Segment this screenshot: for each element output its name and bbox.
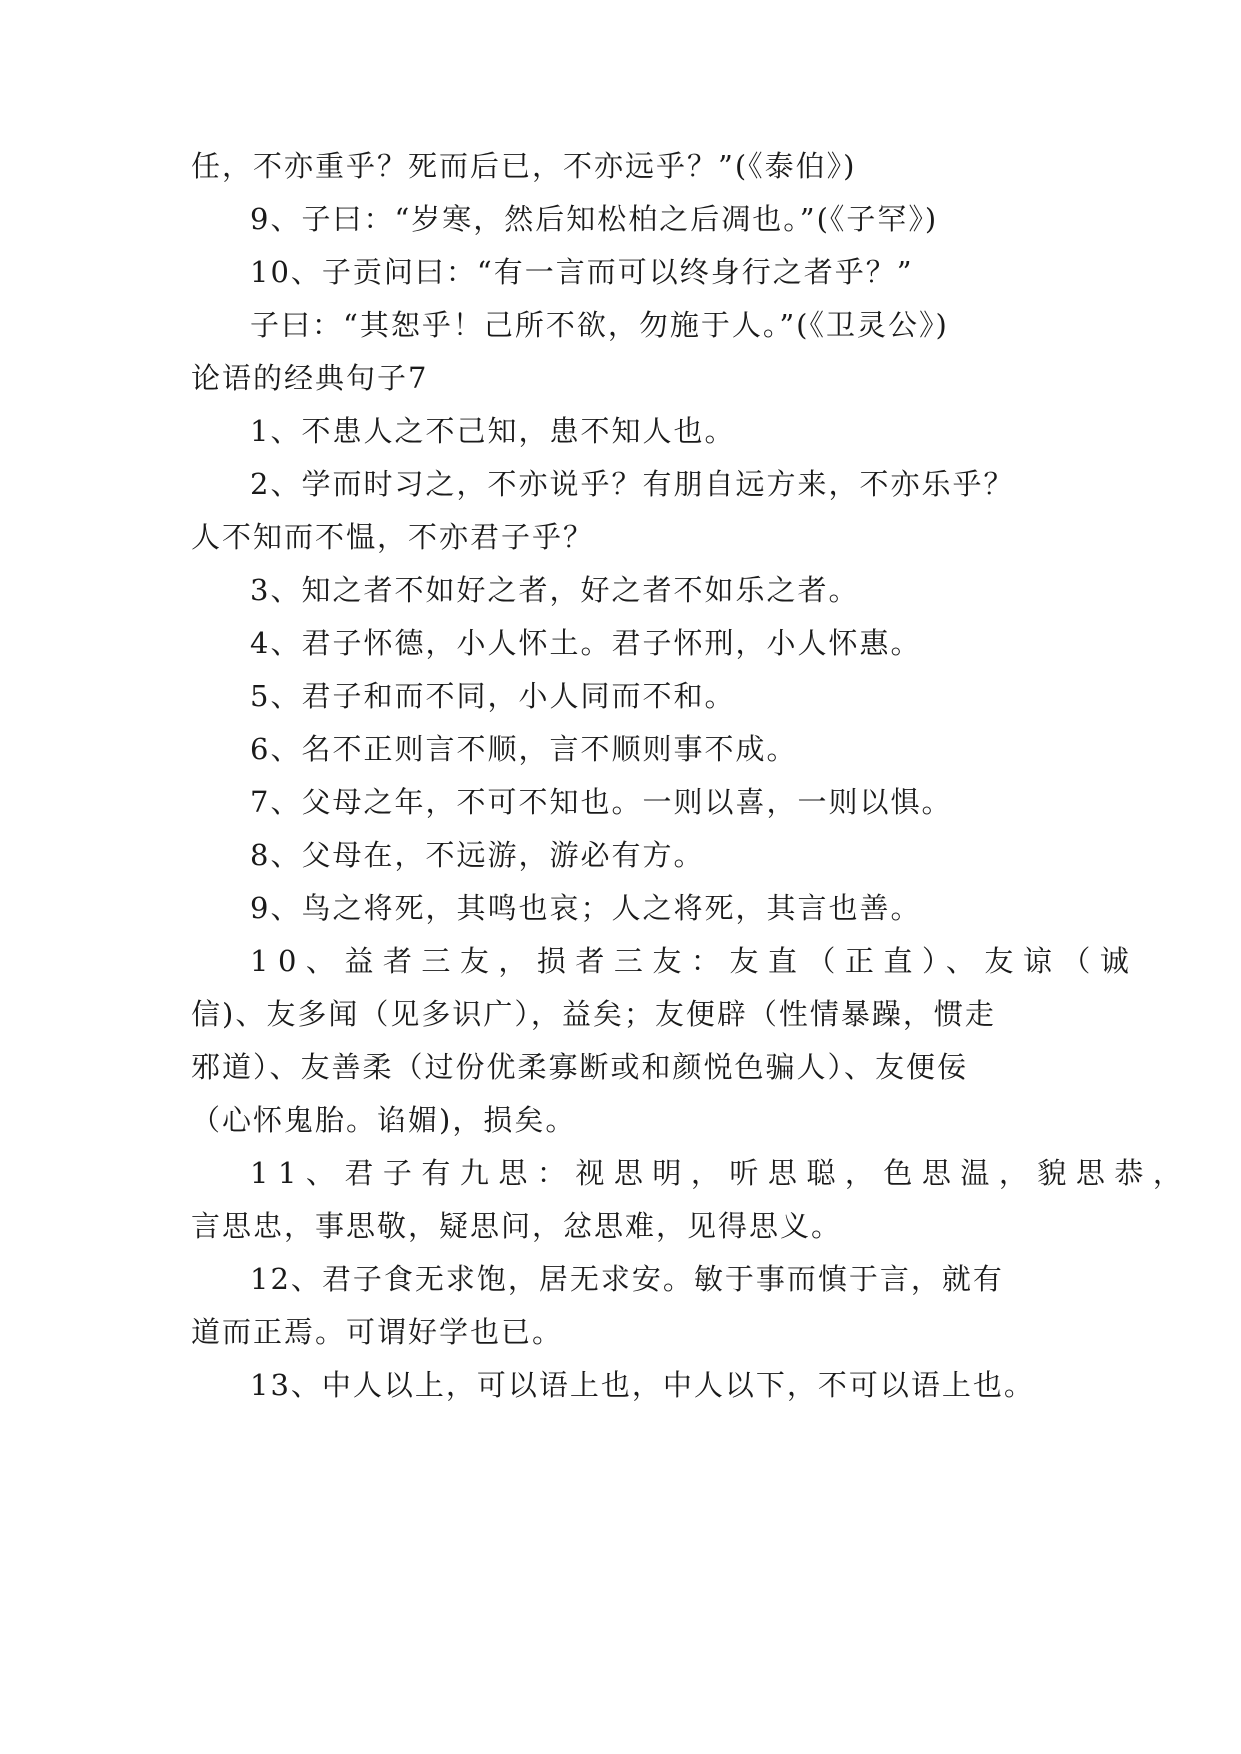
text-line: 子曰：“其恕乎！己所不欲，勿施于人。”(《卫灵公》) — [250, 308, 949, 342]
text-line: 任，不亦重乎？死而后已，不亦远乎？”(《泰伯》) — [191, 149, 857, 183]
text-line: 2、学而时习之，不亦说乎？有朋自远方来，不亦乐乎？ — [250, 467, 1015, 501]
text-line: 言思忠，事思敬，疑思问，忿思难，见得思义。 — [191, 1209, 843, 1243]
text-line: 10、子贡问曰：“有一言而可以终身行之者乎？” — [250, 255, 914, 289]
text-line: 9、子曰：“岁寒，然后知松柏之后凋也。”(《子罕》) — [250, 202, 939, 236]
text-line: 6、名不正则言不顺，言不顺则事不成。 — [250, 732, 798, 766]
text-line: 1、不患人之不己知，患不知人也。 — [250, 414, 736, 448]
text-line: 道而正焉。可谓好学也已。 — [191, 1315, 564, 1349]
text-line: 9、鸟之将死，其鸣也哀；人之将死，其言也善。 — [250, 891, 922, 925]
text-line: 邪道）、友善柔（过份优柔寡断或和颜悦色骗人）、友便佞 — [191, 1050, 969, 1084]
text-line: 8、父母在，不远游，游必有方。 — [250, 838, 705, 872]
text-line: 3、知之者不如好之者，好之者不如乐之者。 — [250, 573, 860, 607]
text-line: 人不知而不愠，不亦君子乎？ — [191, 520, 595, 554]
text-line: （心怀鬼胎。谄媚)，损矣。 — [191, 1103, 577, 1137]
text-line: 12、君子食无求饱，居无求安。敏于事而慎于言，就有 — [250, 1262, 1004, 1296]
text-line: 5、君子和而不同，小人同而不和。 — [250, 679, 736, 713]
text-line: 11、君子有九思：视思明，听思聪，色思温，貌思恭， — [250, 1156, 1192, 1190]
text-line: 13、中人以上，可以语上也，中人以下，不可以语上也。 — [250, 1368, 1035, 1402]
section-heading: 论语的经典句子7 — [191, 361, 429, 395]
text-line: 信)、友多闻（见多识广），益矣；友便辟（性情暴躁，惯走 — [191, 997, 996, 1031]
text-line: 4、君子怀德，小人怀土。君子怀刑，小人怀惠。 — [250, 626, 922, 660]
text-line: 10、益者三友，损者三友：友直（正直）、友谅（诚 — [250, 944, 1139, 978]
text-line: 7、父母之年，不可不知也。一则以喜，一则以惧。 — [250, 785, 953, 819]
